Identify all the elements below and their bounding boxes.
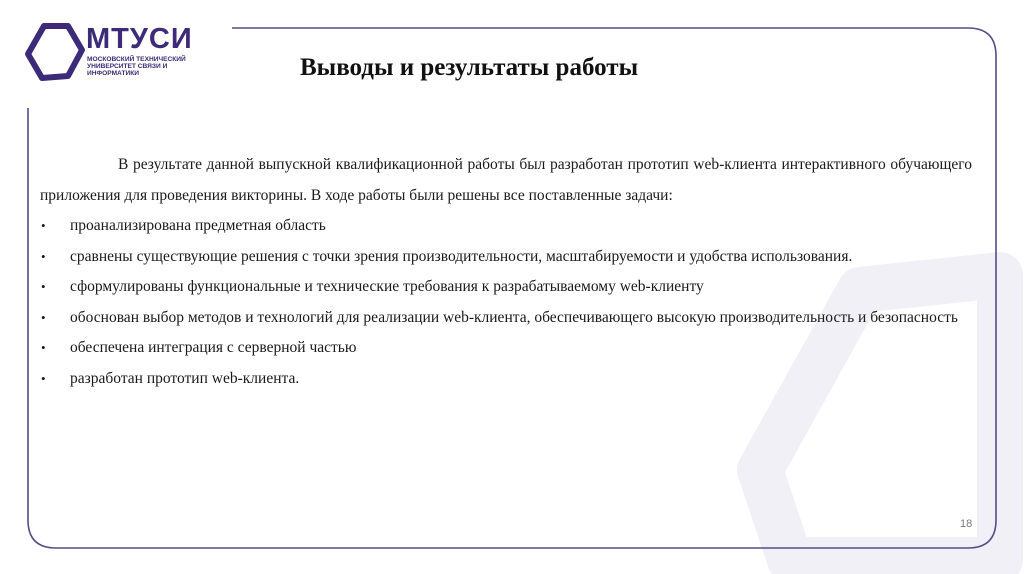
list-item	[40, 211, 972, 242]
list-item	[40, 333, 972, 364]
list-item-text: обоснован выбор методов и технологий для реализации web-клиента, обеспечивающего высокую производительность и безопасность	[70, 308, 958, 326]
list-item-text: сформулированы функциональные и технические требования к разрабатываемому web-клиенту	[70, 278, 704, 295]
page-number: 18	[960, 518, 973, 530]
list-item	[40, 303, 972, 334]
list-item-text: разработан прототип web-клиента.	[70, 369, 300, 387]
results-list	[40, 211, 972, 394]
list-item-text: сравнены существующие решения с точки зрения производительности, масштабируемости и удобства использования.	[70, 247, 853, 265]
bullet-icon: •	[41, 279, 46, 294]
list-item	[40, 242, 972, 273]
bullet-icon: •	[41, 218, 46, 233]
list-item-text: проанализирована предметная область	[70, 217, 326, 234]
list-item-text: обеспечена интеграция с серверной частью	[70, 339, 357, 356]
logo-title: МТУСИ	[86, 23, 193, 55]
bullet-icon: •	[41, 309, 46, 325]
bullet-icon: •	[41, 340, 46, 355]
slide-body	[40, 150, 972, 394]
slide-title: Выводы и результаты работы	[300, 54, 639, 81]
list-item	[40, 364, 972, 395]
logo-subtitle: МОСКОВСКИЙ ТЕХНИЧЕСКИЙ УНИВЕРСИТЕТ СВЯЗИ И ИНФОРМАТИКИ	[87, 56, 186, 77]
intro-paragraph: В результате данной выпускной квалификационной работы был разработан прототип web-клиента интерактивного обучающего приложения для проведения викторины. В ходе работы были решены все поставленные задачи:	[40, 156, 972, 204]
list-item	[40, 272, 972, 303]
bullet-icon: •	[41, 370, 46, 386]
bullet-icon: •	[41, 248, 46, 264]
